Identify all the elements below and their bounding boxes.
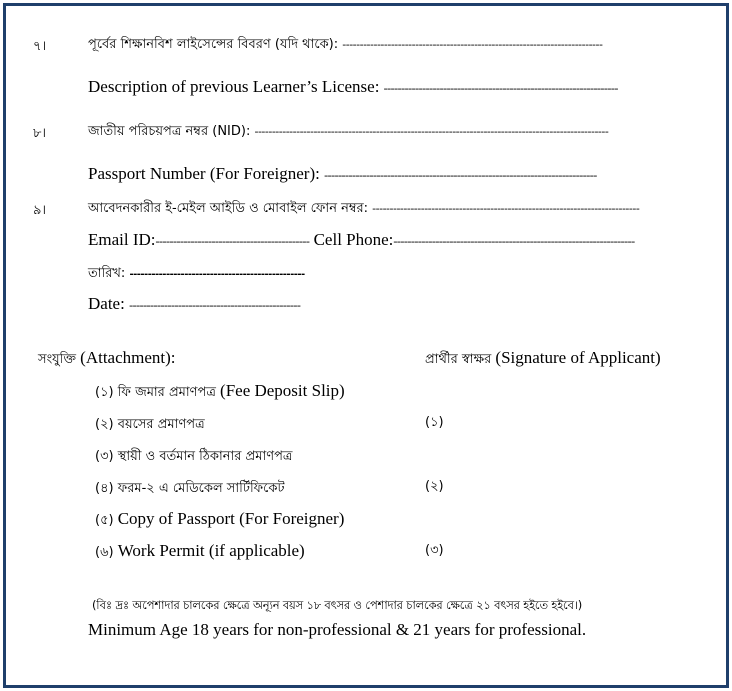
attachment-item bbox=[95, 445, 292, 468]
cell-phone-label: Cell Phone: bbox=[309, 230, 394, 249]
date-en-row bbox=[88, 294, 300, 314]
attachment-item-en: Copy of Passport (For Foreigner) bbox=[117, 509, 345, 528]
item-9-bn-row bbox=[88, 199, 639, 220]
attachment-item-en: (Fee Deposit Slip) bbox=[220, 381, 345, 400]
attachment-item bbox=[95, 477, 285, 500]
date-bn-label: তারিখ: bbox=[88, 266, 130, 281]
attachment-item-bn: (৬) bbox=[95, 545, 118, 560]
date-en-label: Date: bbox=[88, 294, 130, 313]
signature-heading-en: (Signature of Applicant) bbox=[495, 348, 661, 367]
item-7-bn-row bbox=[88, 35, 602, 56]
item-8-bn-label: জাতীয় পরিচয়পত্র নম্বর (NID): bbox=[88, 124, 255, 139]
attachment-item-en: Work Permit (if applicable) bbox=[117, 541, 305, 560]
item-7-en-row bbox=[88, 77, 618, 97]
attachment-item-bn: (১) ফি জমার প্রমাণপত্র bbox=[95, 385, 221, 400]
form-frame bbox=[3, 3, 729, 688]
attachment-item bbox=[95, 413, 205, 436]
item-9-number: ৯। bbox=[33, 203, 47, 218]
attachment-item-bn: (৩) স্থায়ী ও বর্তমান ঠিকানার প্রমাণপত্র bbox=[95, 449, 293, 464]
item-7-en-label: Description of previous Learner’s License: bbox=[88, 77, 384, 96]
date-en-fill-line[interactable]: ------------------------------------------------- bbox=[129, 298, 301, 312]
item-8-bn-fill-line[interactable]: ------------------------------------------------------------------------------------------------------ bbox=[254, 125, 609, 138]
cell-phone-fill-line[interactable]: --------------------------------------------------------------------- bbox=[393, 234, 635, 248]
attachment-heading-en: (Attachment): bbox=[80, 348, 176, 367]
item-7-bn-label: পূর্বের শিক্ষানবিশ লাইসেন্সের বিবরণ (যদি থাকে): bbox=[88, 37, 343, 52]
item-9-bn-label: আবেদনকারীর ই-মেইল আইডি ও মোবাইল ফোন নম্বর: bbox=[88, 201, 373, 216]
date-bn-fill-line[interactable]: ------------------------------------------------ bbox=[129, 269, 305, 280]
item-8-bn-row bbox=[88, 122, 608, 143]
attachment-item bbox=[95, 541, 305, 564]
item-8-en-label: Passport Number (For Foreigner): bbox=[88, 164, 325, 183]
date-bn-row bbox=[88, 264, 305, 285]
attachment-heading-bn: সংযুক্তি bbox=[38, 352, 81, 367]
signature-slot-2[interactable]: (২) bbox=[425, 479, 444, 494]
email-label: Email ID: bbox=[88, 230, 156, 249]
contact-row bbox=[88, 230, 635, 250]
signature-slot-3[interactable]: (৩) bbox=[425, 543, 444, 558]
attachment-item bbox=[95, 509, 344, 532]
note-bn: (বিঃ দ্রঃ অপেশাদার চালকের ক্ষেত্রে অন্যূন বয়স ১৮ বৎসর ও পেশাদার চালকের ক্ষেত্রে ২১ বৎসর হইতে হইবে।) bbox=[92, 598, 583, 612]
item-9-bn-fill-line[interactable]: ----------------------------------------------------------------------------- bbox=[372, 202, 640, 215]
item-8-en-row bbox=[88, 164, 597, 184]
item-7-bn-fill-line[interactable]: --------------------------------------------------------------------------- bbox=[342, 38, 603, 51]
item-8-en-fill-line[interactable]: ------------------------------------------------------------------------------ bbox=[324, 168, 597, 182]
attachment-item bbox=[95, 381, 345, 404]
item-7-en-fill-line[interactable]: ------------------------------------------------------------------- bbox=[383, 81, 618, 95]
item-7-number: ৭। bbox=[33, 39, 47, 54]
signature-heading bbox=[425, 348, 661, 371]
attachment-item-bn: (৪) ফরম-২ এ মেডিকেল সার্টিফিকেট bbox=[95, 481, 285, 496]
item-8-number: ৮। bbox=[33, 126, 47, 141]
signature-heading-bn: প্রার্থীর স্বাক্ষর bbox=[425, 352, 496, 367]
attachment-item-bn: (৫) bbox=[95, 513, 118, 528]
attachment-heading bbox=[38, 348, 176, 371]
note-en: Minimum Age 18 years for non-professional & 21 years for professional. bbox=[88, 620, 587, 639]
signature-slot-1[interactable]: (১) bbox=[425, 415, 444, 430]
email-fill-line[interactable]: -------------------------------------------- bbox=[155, 234, 310, 248]
attachment-item-bn: (২) বয়সের প্রমাণপত্র bbox=[95, 417, 205, 432]
